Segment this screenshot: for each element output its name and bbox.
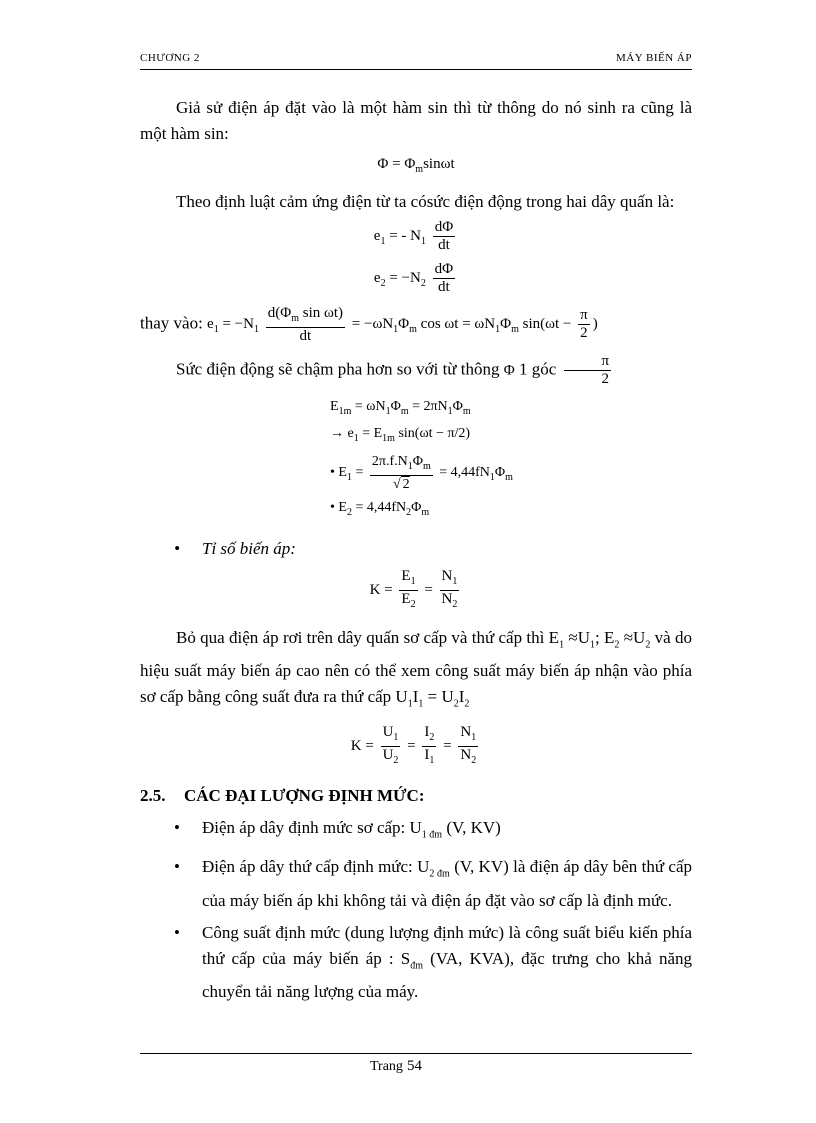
- induction-paragraph: Theo định luật cảm ứng điện từ ta cósức điện động trong hai dây quấn là:: [176, 192, 675, 211]
- e1-equation: $e_1$ = - $N_1$ $\frac{d\Phi}{dt}$: [373, 219, 454, 253]
- full-ratio-equation: K = $\frac{U_1}{U_2}$ = $\frac{I_2}{I_1}$ = $\frac{N_1}{N_2}$: [350, 723, 477, 766]
- e2-rms-line: • $E_2 = 4,44fN_2\Phi_m$: [330, 500, 430, 519]
- header-chapter: CHƯƠNG 2: [140, 52, 200, 64]
- page-footer: [370, 1058, 422, 1075]
- substitution-line: thay vào: $e_1 = -N_1$ $\frac{d(\Phi_m \sin \omega t)}{dt}$ = $-\omega N_1\Phi_m$ $\cos \omega t = \omega N_1\Phi_m$ sin(ωt − $\frac{\pi}{2}$ ): [140, 304, 598, 344]
- emf-equation-block: [330, 396, 692, 524]
- section-heading: 2.5. CÁC ĐẠI LƯỢNG ĐỊNH MỨC:: [140, 785, 425, 805]
- e1m-line: $E_{1m} = \omega N_1\Phi_m = 2\pi N_1\Phi_m$: [330, 398, 471, 417]
- e1-sine-line: → $e_1 = E_{1m}$ sin(ωt − π/2): [330, 425, 471, 444]
- page-body: [140, 95, 692, 1005]
- ignore-drop-paragraph: Bỏ qua điện áp rơi trên dây quấn sơ cấp và thứ cấp thì $E_1 \approx U_1$; $E_2 \approx U_2$ và do hiệu suất máy biến áp cao nên có thể xem công suất máy biến áp nhận vào phía sơ cấp bằng công suất đưa ra thứ cấp $U_1I_1 = U_2I_2$: [140, 628, 692, 710]
- header-title: MÁY BIẾN ÁP: [616, 52, 692, 64]
- bullet-secondary-voltage: • Điện áp dây thứ cấp định mức: $U_{2 đm}$ (V, KV) là điện áp dây bên thứ cấp của máy biến áp khi không tải và điện áp đặt vào sơ cấp là định mức.: [140, 854, 692, 913]
- ratio-equation: K = $\frac{E_1}{E_2}$ = $\frac{N_1}{N_2}$: [369, 568, 458, 611]
- intro-paragraph: Giả sử điện áp đặt vào là một hàm sin thì từ thông do nó sinh ra cũng là một hàm sin:: [140, 98, 692, 143]
- bullet-primary-voltage: • Điện áp dây định mức sơ cấp: $U_{1 đm}$ (V, KV): [140, 815, 692, 848]
- footer-rule: [140, 1053, 692, 1054]
- e1-rms-line: • $E_1$ = $\frac{2\pi.f.N_1\Phi_m}{√ 2}$ = $4,44fN_1\Phi_m$: [330, 454, 513, 493]
- phase-lag-paragraph: Sức điện động sẽ chậm pha hơn so với từ thông Φ 1 góc $\frac{\pi}{2}$: [176, 352, 610, 387]
- flux-equation: $\Phi = \Phi_m\sin\omega t$: [377, 156, 455, 175]
- header-rule: [140, 69, 692, 70]
- ratio-heading: • Tỉ số biến áp:: [140, 536, 692, 562]
- footer-label: Trang: [370, 1059, 403, 1074]
- bullet-rated-power: • Công suất định mức (dung lượng định mức) là công suất biểu kiến phía thứ cấp của máy biến áp : $S_{đm}$ (VA, KVA), đặc trưng cho khả năng chuyển tải năng lượng của máy.: [140, 920, 692, 1005]
- page-number: 54: [406, 1058, 422, 1074]
- e2-equation: $e_2 = -N_2$ $\frac{d\Phi}{dt}$: [373, 260, 454, 295]
